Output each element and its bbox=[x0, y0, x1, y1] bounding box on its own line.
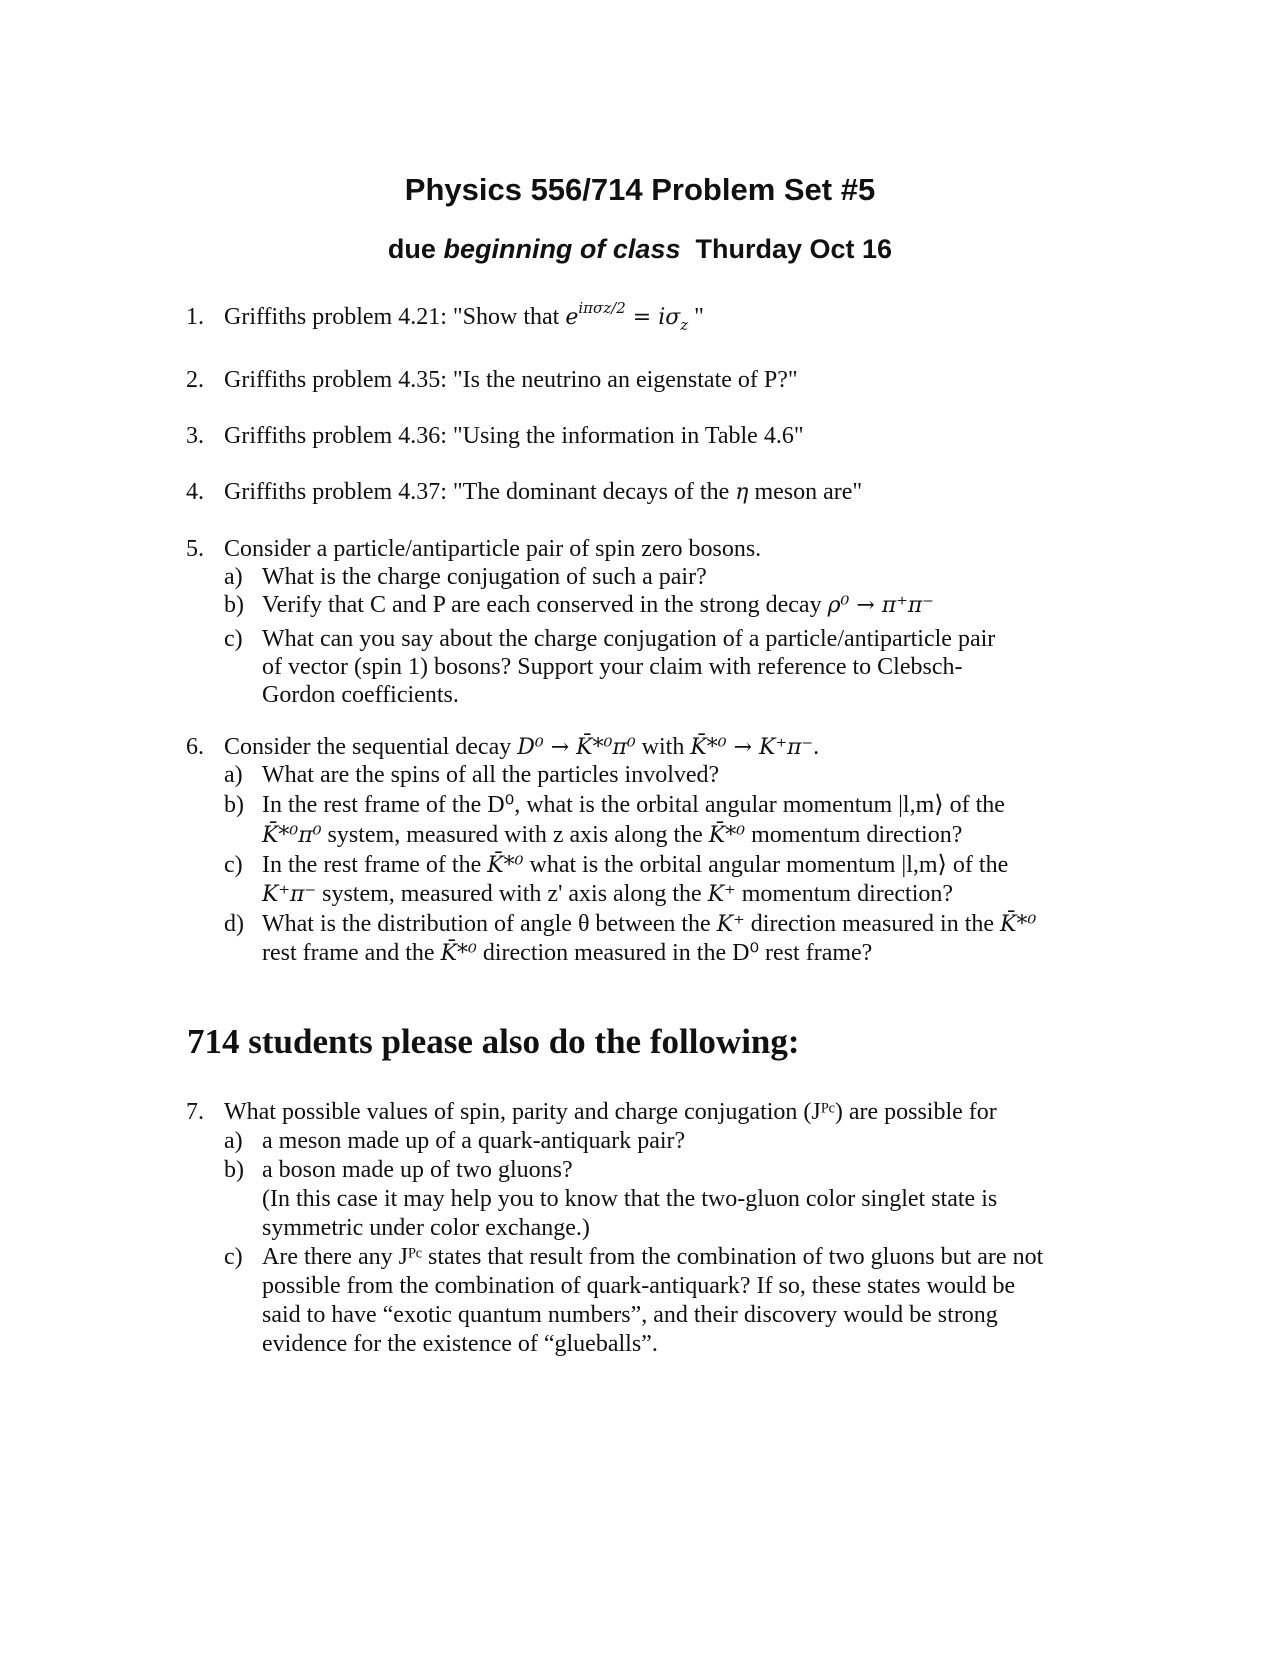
problem-1-math-rhs-sub: z bbox=[680, 316, 689, 334]
problem-1-math-exp: iπσz/2 bbox=[578, 299, 626, 317]
problem-7b-line-1: a boson made up of two gluons? bbox=[262, 1157, 573, 1183]
problem-6c-line-1 bbox=[262, 851, 1008, 880]
problem-5c-line-2: of vector (spin 1) bosons? Support your claim with reference to Clebsch- bbox=[262, 654, 963, 680]
problem-7b-label: b) bbox=[224, 1157, 244, 1183]
due-date: Thurday Oct 16 bbox=[695, 234, 893, 264]
problem-6d-line-1 bbox=[262, 910, 1036, 939]
problem-6d-line-2-a: rest frame and the bbox=[262, 940, 435, 966]
problem-5b-text-a: Verify that C and P are each conserved in the strong decay bbox=[262, 592, 822, 618]
problem-6-intro-math-2: K̄*⁰ → K⁺π⁻ bbox=[690, 735, 814, 760]
problem-6c-line-2-text: system, measured with z' axis along the bbox=[322, 881, 702, 907]
problem-1-math bbox=[565, 299, 689, 334]
problem-6c-label: c) bbox=[224, 852, 243, 878]
problem-1-math-base: e bbox=[565, 305, 579, 330]
problem-6-intro bbox=[224, 733, 819, 762]
problem-6-intro-end: . bbox=[813, 734, 820, 760]
problem-4-math: η bbox=[735, 480, 749, 505]
problem-6d-label: d) bbox=[224, 911, 244, 937]
problem-7-intro: What possible values of spin, parity and charge conjugation (Jᴾᶜ) are possible for bbox=[224, 1099, 997, 1125]
problem-7a-label: a) bbox=[224, 1128, 243, 1154]
due-prefix: due bbox=[387, 234, 436, 264]
due-line bbox=[0, 234, 1280, 265]
problem-6b-line-1: In the rest frame of the D⁰, what is the orbital angular momentum |l,m⟩ of the bbox=[262, 792, 1005, 818]
problem-5c-line-3: Gordon coefficients. bbox=[262, 682, 459, 708]
problem-3-number: 3. bbox=[186, 423, 204, 449]
problem-6d-line-1-a: What is the distribution of angle θ between the bbox=[262, 911, 711, 937]
problem-6d-math-2: K̄*⁰ bbox=[1000, 912, 1037, 937]
problem-4-text bbox=[224, 478, 862, 507]
problem-1-text bbox=[224, 299, 704, 334]
problem-5a-text: What is the charge conjugation of such a pair? bbox=[262, 564, 707, 590]
problem-6b-line-2-text: system, measured with z axis along the bbox=[327, 822, 703, 848]
problem-6b-label: b) bbox=[224, 792, 244, 818]
problem-1-text-b: " bbox=[694, 304, 704, 330]
problem-6b-math: K̄*⁰π⁰ bbox=[262, 823, 322, 848]
problem-6c-line-1-a: In the rest frame of the bbox=[262, 852, 482, 878]
problem-5b-label: b) bbox=[224, 592, 244, 618]
problem-6-number: 6. bbox=[186, 734, 204, 760]
problem-7-number: 7. bbox=[186, 1099, 204, 1125]
problem-6d-line-1-b: direction measured in the bbox=[750, 911, 995, 937]
problem-6-intro-with: with bbox=[641, 734, 685, 760]
problem-7c-line-4: evidence for the existence of “glueballs”. bbox=[262, 1331, 658, 1357]
problem-6a-text: What are the spins of all the particles involved? bbox=[262, 762, 720, 788]
problem-7b-line-3: symmetric under color exchange.) bbox=[262, 1215, 590, 1241]
problem-6b-line-2-end: momentum direction? bbox=[751, 822, 963, 848]
problem-1-math-rhs: = iσ bbox=[632, 305, 681, 330]
problem-5a-label: a) bbox=[224, 564, 243, 590]
problem-7c-label: c) bbox=[224, 1244, 243, 1270]
problem-4-text-a: Griffiths problem 4.37: "The dominant decays of the bbox=[224, 479, 730, 505]
problem-6b-line-2 bbox=[262, 821, 962, 850]
problem-5b-math: ρ⁰ → π⁺π⁻ bbox=[827, 593, 934, 618]
problem-6c-line-2 bbox=[262, 880, 953, 909]
problem-7c-line-2: possible from the combination of quark-antiquark? If so, these states would be bbox=[262, 1273, 1016, 1299]
problem-7c-line-3: said to have “exotic quantum numbers”, and their discovery would be strong bbox=[262, 1302, 998, 1328]
problem-5-number: 5. bbox=[186, 536, 204, 562]
problem-6d-math-3: K̄*⁰ bbox=[440, 941, 477, 966]
problem-5b-text bbox=[262, 591, 934, 620]
problem-1-number: 1. bbox=[186, 304, 204, 330]
due-emphasis: beginning of class bbox=[443, 234, 681, 264]
problem-3-text: Griffiths problem 4.36: "Using the information in Table 4.6" bbox=[224, 423, 804, 449]
problem-6b-math-2: K̄*⁰ bbox=[708, 823, 746, 848]
problem-6d-line-2-b: direction measured in the D⁰ rest frame? bbox=[482, 940, 873, 966]
problem-6d-line-2 bbox=[262, 939, 872, 968]
section-714-heading: 714 students please also do the following: bbox=[187, 1022, 800, 1061]
problem-7a-text: a meson made up of a quark-antiquark pair? bbox=[262, 1128, 686, 1154]
problem-7c-line-1: Are there any Jᴾᶜ states that result from the combination of two gluons but are not bbox=[262, 1244, 1044, 1270]
problem-5c-line-1: What can you say about the charge conjugation of a particle/antiparticle pair bbox=[262, 626, 996, 652]
problem-6c-math-2: K⁺π⁻ bbox=[262, 882, 317, 907]
problem-2-number: 2. bbox=[186, 367, 204, 393]
problem-4-number: 4. bbox=[186, 479, 204, 505]
problem-1-text-a: Griffiths problem 4.21: "Show that bbox=[224, 304, 560, 330]
problem-6c-line-1-b: what is the orbital angular momentum |l,m⟩ of the bbox=[529, 852, 1009, 878]
problem-2-text: Griffiths problem 4.35: "Is the neutrino an eigenstate of P?" bbox=[224, 367, 798, 393]
problem-4-text-b: meson are" bbox=[754, 479, 863, 505]
problem-6-intro-math: D⁰ → K̄*⁰π⁰ bbox=[517, 735, 636, 760]
problem-7b-line-2: (In this case it may help you to know that the two-gluon color singlet state is bbox=[262, 1186, 998, 1212]
problem-6a-label: a) bbox=[224, 762, 243, 788]
problem-6c-line-2-end: momentum direction? bbox=[741, 881, 954, 907]
problem-5-intro: Consider a particle/antiparticle pair of spin zero bosons. bbox=[224, 536, 762, 562]
page-title: Physics 556/714 Problem Set #5 bbox=[404, 172, 876, 207]
problem-6c-math-3: K⁺ bbox=[707, 882, 736, 907]
problem-6c-math: K̄*⁰ bbox=[487, 853, 524, 878]
problem-6-intro-text: Consider the sequential decay bbox=[224, 734, 512, 760]
problem-5c-label: c) bbox=[224, 626, 243, 652]
problem-6d-math: K⁺ bbox=[716, 912, 745, 937]
